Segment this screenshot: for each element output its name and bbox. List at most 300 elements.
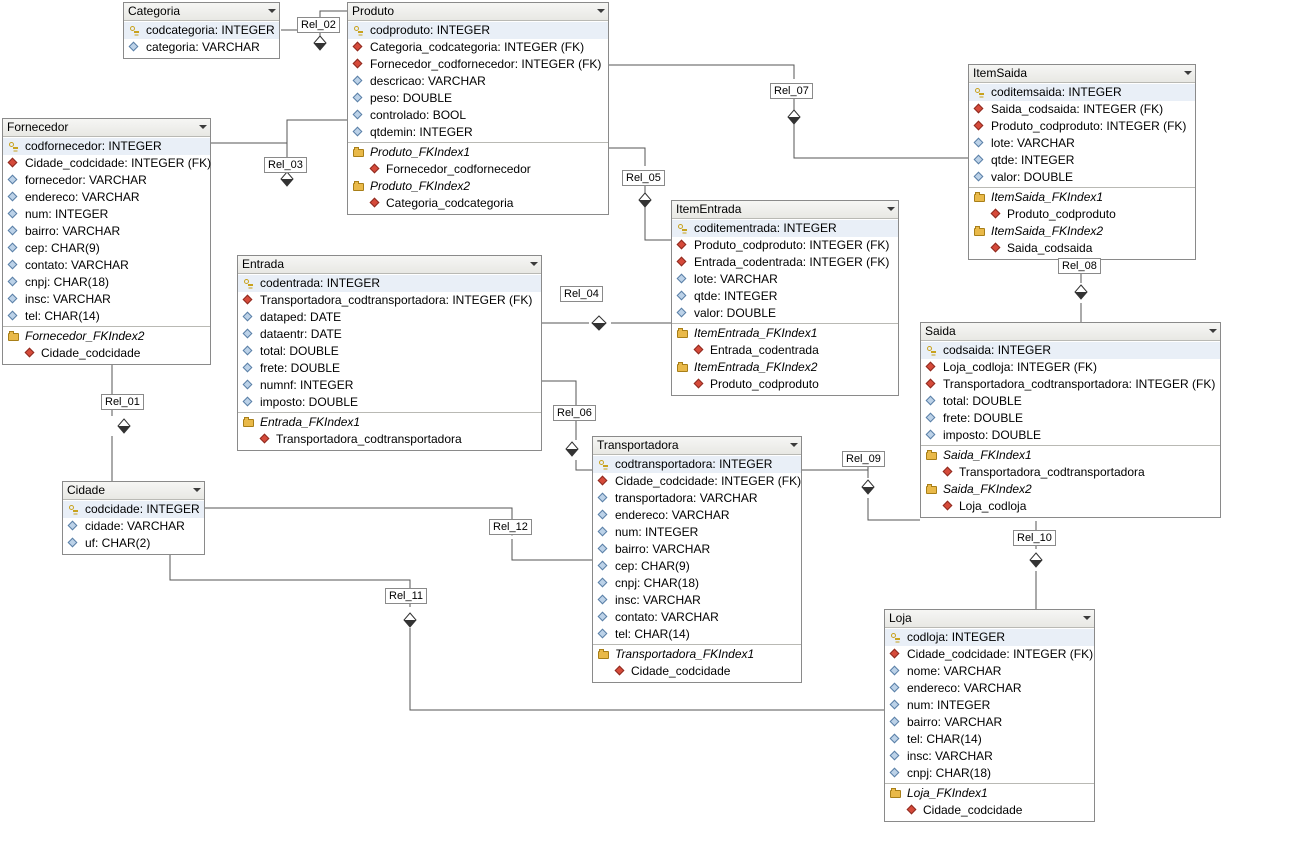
attribute-row[interactable] — [672, 237, 898, 254]
diamond-optional-icon — [890, 666, 901, 677]
attribute-list — [124, 21, 279, 58]
entity-title[interactable] — [124, 3, 279, 21]
entity-entrada[interactable] — [237, 255, 542, 451]
attribute-row[interactable] — [921, 498, 1220, 515]
attribute-row[interactable] — [969, 169, 1195, 186]
attribute-label: cidade: VARCHAR — [85, 519, 185, 533]
attribute-row[interactable] — [3, 257, 210, 274]
attribute-row[interactable] — [3, 206, 210, 223]
diamond-icon — [353, 42, 364, 53]
attribute-row[interactable] — [921, 464, 1220, 481]
attribute-row[interactable] — [885, 697, 1094, 714]
diamond-icon — [260, 434, 271, 445]
attribute-label: insc: VARCHAR — [615, 593, 701, 607]
attribute-row[interactable] — [593, 558, 801, 575]
diamond-optional-icon — [243, 380, 254, 391]
entity-title-label: Fornecedor — [7, 120, 69, 134]
attribute-list — [593, 455, 801, 682]
key-icon — [68, 504, 79, 515]
attribute-label: Entrada_codentrada — [710, 343, 819, 357]
attribute-label: dataped: DATE — [260, 310, 342, 324]
attribute-label: imposto: DOUBLE — [943, 428, 1042, 442]
diamond-icon — [677, 240, 688, 251]
attribute-label: insc: VARCHAR — [25, 292, 111, 306]
diamond-optional-icon — [243, 397, 254, 408]
diamond-optional-icon — [926, 396, 937, 407]
attribute-label: Cidade_codcidade — [41, 346, 141, 360]
attribute-label: cnpj: CHAR(18) — [615, 576, 700, 590]
entity-cidade[interactable] — [62, 481, 205, 555]
attribute-label: valor: DOUBLE — [694, 306, 777, 320]
attribute-row[interactable] — [672, 359, 898, 376]
entity-saida[interactable] — [920, 322, 1221, 518]
folder-icon — [8, 331, 19, 342]
attribute-label: Produto_codproduto — [1007, 207, 1116, 221]
attribute-row[interactable] — [348, 22, 608, 39]
diamond-optional-icon — [598, 544, 609, 555]
diamond-icon — [25, 348, 36, 359]
entity-itemsaida[interactable] — [968, 64, 1196, 260]
relationship-label-rel_03[interactable]: Rel_03 — [264, 157, 307, 173]
folder-icon — [974, 192, 985, 203]
attribute-row[interactable] — [885, 714, 1094, 731]
entity-title[interactable] — [672, 201, 898, 219]
diamond-icon — [370, 198, 381, 209]
attribute-row[interactable] — [885, 663, 1094, 680]
attribute-label: Entrada_codentrada: INTEGER (FK) — [694, 255, 890, 269]
attribute-row[interactable] — [885, 629, 1094, 646]
attribute-label: frete: DOUBLE — [943, 411, 1024, 425]
attribute-row[interactable] — [348, 39, 608, 56]
chevron-down-icon[interactable] — [1209, 329, 1217, 333]
relationship-label-rel_08[interactable]: Rel_08 — [1058, 258, 1101, 274]
entity-title[interactable] — [348, 3, 608, 21]
attribute-row[interactable] — [593, 592, 801, 609]
attribute-list — [921, 341, 1220, 517]
attribute-label: Transportadora_codtransportadora: INTEGER (FK) — [943, 377, 1216, 391]
attribute-row[interactable] — [885, 765, 1094, 782]
attribute-label: codfornecedor: INTEGER — [25, 139, 162, 153]
diamond-optional-icon — [243, 312, 254, 323]
attribute-label: ItemEntrada_FKIndex2 — [694, 360, 818, 374]
attribute-label: Categoria_codcategoria: INTEGER (FK) — [370, 40, 585, 54]
chevron-down-icon[interactable] — [597, 9, 605, 13]
attribute-list — [3, 137, 210, 364]
attribute-row[interactable] — [672, 305, 898, 322]
entity-itementrada[interactable] — [671, 200, 899, 396]
attribute-label: categoria: VARCHAR — [146, 40, 260, 54]
diamond-optional-icon — [890, 768, 901, 779]
attribute-label: ItemEntrada_FKIndex1 — [694, 326, 818, 340]
diamond-optional-icon — [598, 561, 609, 572]
attribute-label: Transportadora_codtransportadora — [959, 465, 1145, 479]
relationship-label-rel_02[interactable]: Rel_02 — [297, 17, 340, 33]
attribute-row[interactable] — [921, 481, 1220, 498]
diamond-optional-icon — [598, 612, 609, 623]
attribute-list — [348, 21, 608, 214]
attribute-row[interactable] — [921, 427, 1220, 444]
attribute-label: Produto_FKIndex1 — [370, 145, 471, 159]
attribute-label: codloja: INTEGER — [907, 630, 1006, 644]
diamond-optional-icon — [8, 260, 19, 271]
attribute-row[interactable] — [238, 343, 541, 360]
attribute-row[interactable] — [238, 275, 541, 292]
diamond-optional-icon — [8, 243, 19, 254]
attribute-row[interactable] — [348, 73, 608, 90]
divider — [672, 323, 898, 324]
diamond-icon — [974, 104, 985, 115]
diamond-optional-icon — [677, 308, 688, 319]
attribute-label: cnpj: CHAR(18) — [907, 766, 992, 780]
attribute-row[interactable] — [3, 172, 210, 189]
entity-produto[interactable] — [347, 2, 609, 215]
attribute-row[interactable] — [921, 376, 1220, 393]
attribute-row[interactable] — [3, 189, 210, 206]
diamond-icon — [8, 158, 19, 169]
attribute-label: imposto: DOUBLE — [260, 395, 359, 409]
attribute-row[interactable] — [124, 22, 279, 39]
diamond-icon — [991, 209, 1002, 220]
attribute-label: codentrada: INTEGER — [260, 276, 381, 290]
attribute-row[interactable] — [348, 56, 608, 73]
relationship-label-rel_06[interactable]: Rel_06 — [553, 405, 596, 421]
diamond-icon — [943, 501, 954, 512]
diamond-optional-icon — [974, 172, 985, 183]
attribute-row[interactable] — [672, 254, 898, 271]
divider — [921, 445, 1220, 446]
relationship-label-rel_09[interactable]: Rel_09 — [842, 451, 885, 467]
diamond-optional-icon — [677, 291, 688, 302]
chevron-down-icon[interactable] — [199, 125, 207, 129]
attribute-label: num: INTEGER — [25, 207, 109, 221]
diamond-icon — [991, 243, 1002, 254]
attribute-row[interactable] — [921, 393, 1220, 410]
entity-title[interactable] — [885, 610, 1094, 628]
entity-title-label: Categoria — [128, 4, 181, 18]
attribute-label: qtde: INTEGER — [991, 153, 1075, 167]
attribute-row[interactable] — [969, 101, 1195, 118]
attribute-row[interactable] — [593, 626, 801, 643]
attribute-label: endereco: VARCHAR — [25, 190, 140, 204]
attribute-label: ItemSaida_FKIndex1 — [991, 190, 1104, 204]
attribute-row[interactable] — [921, 447, 1220, 464]
attribute-row[interactable] — [348, 124, 608, 141]
diamond-icon — [598, 476, 609, 487]
entity-title[interactable] — [63, 482, 204, 500]
attribute-row[interactable] — [593, 609, 801, 626]
diamond-icon — [694, 345, 705, 356]
attribute-row[interactable] — [672, 288, 898, 305]
diamond-optional-icon — [974, 155, 985, 166]
entity-fornecedor[interactable] — [2, 118, 211, 365]
attribute-label: tel: CHAR(14) — [615, 627, 690, 641]
diamond-icon — [370, 164, 381, 175]
attribute-label: Transportadora_FKIndex1 — [615, 647, 755, 661]
attribute-row[interactable] — [3, 155, 210, 172]
entity-title[interactable] — [238, 256, 541, 274]
key-icon — [677, 223, 688, 234]
diamond-icon — [615, 666, 626, 677]
attribute-label: Saida_codsaida: INTEGER (FK) — [991, 102, 1164, 116]
attribute-label: contato: VARCHAR — [25, 258, 129, 272]
attribute-row[interactable] — [969, 223, 1195, 240]
relationship-label-rel_07[interactable]: Rel_07 — [770, 83, 813, 99]
key-icon — [926, 345, 937, 356]
attribute-label: ItemSaida_FKIndex2 — [991, 224, 1104, 238]
diamond-icon — [926, 379, 937, 390]
entity-categoria[interactable] — [123, 2, 280, 59]
attribute-row[interactable] — [63, 518, 204, 535]
diamond-optional-icon — [8, 277, 19, 288]
attribute-label: descricao: VARCHAR — [370, 74, 486, 88]
attribute-row[interactable] — [672, 325, 898, 342]
attribute-row[interactable] — [969, 189, 1195, 206]
attribute-label: Entrada_FKIndex1 — [260, 415, 361, 429]
attribute-label: bairro: VARCHAR — [25, 224, 121, 238]
divider — [969, 187, 1195, 188]
attribute-label: Transportadora_codtransportadora: INTEGER (FK) — [260, 293, 533, 307]
attribute-row[interactable] — [921, 410, 1220, 427]
key-icon — [598, 459, 609, 470]
attribute-row[interactable] — [593, 456, 801, 473]
attribute-row[interactable] — [885, 731, 1094, 748]
attribute-label: insc: VARCHAR — [907, 749, 993, 763]
entity-title[interactable] — [593, 437, 801, 455]
diamond-optional-icon — [243, 329, 254, 340]
attribute-label: Cidade_codcidade: INTEGER (FK) — [907, 647, 1094, 661]
chevron-down-icon[interactable] — [530, 262, 538, 266]
diamond-optional-icon — [598, 510, 609, 521]
entity-loja[interactable] — [884, 609, 1095, 822]
attribute-row[interactable] — [238, 360, 541, 377]
attribute-label: tel: CHAR(14) — [907, 732, 982, 746]
attribute-row[interactable] — [3, 138, 210, 155]
attribute-list — [969, 83, 1195, 259]
diamond-optional-icon — [243, 363, 254, 374]
attribute-label: Loja_codloja — [959, 499, 1027, 513]
attribute-label: transportadora: VARCHAR — [615, 491, 758, 505]
attribute-row[interactable] — [238, 309, 541, 326]
attribute-row[interactable] — [885, 748, 1094, 765]
folder-icon — [243, 417, 254, 428]
entity-title-label: Cidade — [67, 483, 106, 497]
entity-title-label: Saida — [925, 324, 956, 338]
attribute-row[interactable] — [3, 274, 210, 291]
key-icon — [974, 87, 985, 98]
attribute-row[interactable] — [63, 535, 204, 552]
attribute-row[interactable] — [969, 118, 1195, 135]
attribute-label: Cidade_codcidade — [923, 803, 1023, 817]
diamond-optional-icon — [353, 76, 364, 87]
diamond-optional-icon — [68, 538, 79, 549]
attribute-row[interactable] — [593, 473, 801, 490]
divider — [238, 412, 541, 413]
diamond-optional-icon — [598, 578, 609, 589]
attribute-row[interactable] — [969, 240, 1195, 257]
attribute-row[interactable] — [63, 501, 204, 518]
key-icon — [353, 25, 364, 36]
attribute-row[interactable] — [672, 220, 898, 237]
diamond-optional-icon — [353, 110, 364, 121]
attribute-label: qtdemin: INTEGER — [370, 125, 473, 139]
relationship-label-rel_05[interactable]: Rel_05 — [622, 170, 665, 186]
attribute-label: Produto_codproduto: INTEGER (FK) — [694, 238, 890, 252]
attribute-label: codtransportadora: INTEGER — [615, 457, 773, 471]
attribute-label: qtde: INTEGER — [694, 289, 778, 303]
diamond-optional-icon — [8, 175, 19, 186]
attribute-row[interactable] — [593, 490, 801, 507]
diamond-icon — [890, 649, 901, 660]
attribute-row[interactable] — [348, 90, 608, 107]
attribute-row[interactable] — [672, 342, 898, 359]
attribute-label: cep: CHAR(9) — [615, 559, 690, 573]
attribute-row[interactable] — [348, 144, 608, 161]
attribute-row[interactable] — [593, 507, 801, 524]
attribute-row[interactable] — [885, 802, 1094, 819]
attribute-label: bairro: VARCHAR — [907, 715, 1003, 729]
attribute-row[interactable] — [238, 377, 541, 394]
attribute-row[interactable] — [238, 414, 541, 431]
diamond-icon — [907, 805, 918, 816]
attribute-row[interactable] — [348, 107, 608, 124]
attribute-label: valor: DOUBLE — [991, 170, 1074, 184]
attribute-row[interactable] — [348, 178, 608, 195]
folder-icon — [677, 328, 688, 339]
attribute-row[interactable] — [885, 646, 1094, 663]
relationship-label-rel_12[interactable]: Rel_12 — [489, 519, 532, 535]
attribute-row[interactable] — [124, 39, 279, 56]
attribute-label: Cidade_codcidade — [631, 664, 731, 678]
attribute-row[interactable] — [593, 575, 801, 592]
folder-icon — [890, 788, 901, 799]
diamond-optional-icon — [890, 734, 901, 745]
attribute-label: lote: VARCHAR — [694, 272, 778, 286]
attribute-row[interactable] — [3, 223, 210, 240]
attribute-row[interactable] — [969, 206, 1195, 223]
attribute-row[interactable] — [238, 431, 541, 448]
relationship-label-rel_01[interactable]: Rel_01 — [101, 394, 144, 410]
attribute-row[interactable] — [593, 646, 801, 663]
attribute-row[interactable] — [593, 541, 801, 558]
attribute-label: lote: VARCHAR — [991, 136, 1075, 150]
relationship-label-rel_04[interactable]: Rel_04 — [560, 286, 603, 302]
attribute-label: nome: VARCHAR — [907, 664, 1002, 678]
attribute-row[interactable] — [3, 345, 210, 362]
diamond-optional-icon — [926, 413, 937, 424]
attribute-row[interactable] — [885, 785, 1094, 802]
attribute-row[interactable] — [3, 328, 210, 345]
attribute-label: dataentr: DATE — [260, 327, 342, 341]
attribute-label: Transportadora_codtransportadora — [276, 432, 462, 446]
attribute-row[interactable] — [3, 291, 210, 308]
attribute-label: contato: VARCHAR — [615, 610, 719, 624]
attribute-row[interactable] — [3, 240, 210, 257]
attribute-row[interactable] — [3, 308, 210, 325]
folder-icon — [974, 226, 985, 237]
attribute-label: Saida_FKIndex2 — [943, 482, 1032, 496]
entity-title[interactable] — [3, 119, 210, 137]
chevron-down-icon[interactable] — [790, 443, 798, 447]
entity-title-label: Produto — [352, 4, 395, 18]
diamond-optional-icon — [8, 226, 19, 237]
relationship-label-rel_10[interactable]: Rel_10 — [1013, 530, 1056, 546]
attribute-row[interactable] — [969, 152, 1195, 169]
entity-transportadora[interactable] — [592, 436, 802, 683]
attribute-label: codcidade: INTEGER — [85, 502, 200, 516]
attribute-label: coditementrada: INTEGER — [694, 221, 837, 235]
attribute-row[interactable] — [238, 394, 541, 411]
attribute-label: Fornecedor_FKIndex2 — [25, 329, 145, 343]
attribute-row[interactable] — [593, 524, 801, 541]
relationship-label-rel_11[interactable]: Rel_11 — [385, 588, 427, 604]
diamond-optional-icon — [890, 700, 901, 711]
attribute-label: Saida_FKIndex1 — [943, 448, 1032, 462]
attribute-label: cnpj: CHAR(18) — [25, 275, 110, 289]
chevron-down-icon[interactable] — [1184, 71, 1192, 75]
folder-icon — [926, 484, 937, 495]
attribute-row[interactable] — [348, 161, 608, 178]
diamond-optional-icon — [353, 127, 364, 138]
attribute-label: numnf: INTEGER — [260, 378, 354, 392]
attribute-label: Fornecedor_codfornecedor — [386, 162, 531, 176]
chevron-down-icon[interactable] — [1083, 616, 1091, 620]
attribute-row[interactable] — [969, 84, 1195, 101]
attribute-row[interactable] — [921, 342, 1220, 359]
attribute-row[interactable] — [348, 195, 608, 212]
divider — [593, 644, 801, 645]
attribute-label: total: DOUBLE — [943, 394, 1022, 408]
attribute-label: cep: CHAR(9) — [25, 241, 100, 255]
attribute-label: frete: DOUBLE — [260, 361, 341, 375]
attribute-label: Categoria_codcategoria — [386, 196, 514, 210]
attribute-row[interactable] — [238, 292, 541, 309]
diamond-icon — [694, 379, 705, 390]
attribute-list — [672, 219, 898, 395]
folder-icon — [353, 181, 364, 192]
attribute-row[interactable] — [921, 359, 1220, 376]
entity-title-label: Transportadora — [597, 438, 679, 452]
diamond-optional-icon — [598, 629, 609, 640]
diamond-optional-icon — [598, 493, 609, 504]
attribute-row[interactable] — [238, 326, 541, 343]
attribute-row[interactable] — [672, 376, 898, 393]
chevron-down-icon[interactable] — [268, 9, 276, 13]
attribute-label: uf: CHAR(2) — [85, 536, 151, 550]
attribute-label: fornecedor: VARCHAR — [25, 173, 147, 187]
folder-icon — [926, 450, 937, 461]
divider — [3, 326, 210, 327]
entity-title-label: Entrada — [242, 257, 285, 271]
attribute-row[interactable] — [969, 135, 1195, 152]
attribute-label: Cidade_codcidade: INTEGER (FK) — [25, 156, 212, 170]
entity-title[interactable] — [969, 65, 1195, 83]
folder-icon — [677, 362, 688, 373]
diamond-icon — [353, 59, 364, 70]
attribute-label: Produto_codproduto: INTEGER (FK) — [991, 119, 1187, 133]
attribute-row[interactable] — [885, 680, 1094, 697]
key-icon — [890, 632, 901, 643]
attribute-row[interactable] — [593, 663, 801, 680]
diamond-optional-icon — [890, 717, 901, 728]
chevron-down-icon[interactable] — [887, 207, 895, 211]
attribute-label: codproduto: INTEGER — [370, 23, 491, 37]
attribute-row[interactable] — [672, 271, 898, 288]
entity-title-label: ItemEntrada — [676, 202, 742, 216]
attribute-label: endereco: VARCHAR — [907, 681, 1022, 695]
diamond-optional-icon — [243, 346, 254, 357]
chevron-down-icon[interactable] — [193, 488, 201, 492]
entity-title[interactable] — [921, 323, 1220, 341]
